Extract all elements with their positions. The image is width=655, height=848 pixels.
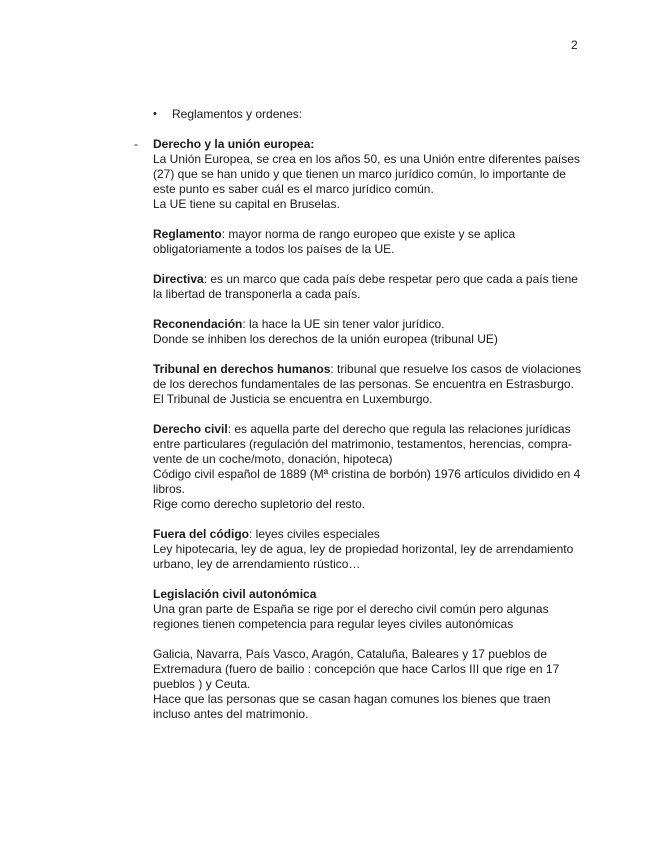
paragraph-line: urbano, ley de arrendamiento rústico…	[153, 557, 361, 571]
paragraph-line: Hace que las personas que se casan hagan comunes los bienes que traen	[153, 692, 551, 706]
dash-bullet-icon: -	[134, 137, 138, 151]
paragraph-line: Una gran parte de España se rige por el derecho civil común pero algunas	[153, 602, 549, 616]
definition-term: Directiva	[153, 272, 204, 286]
paragraph-line: (27) que se han unido y que tienen un marco jurídico común, lo importante de	[153, 167, 566, 181]
definition-tribunal	[153, 362, 583, 407]
definition-text: : es un marco que cada país debe respetar pero que cada a país tiene	[203, 272, 578, 286]
page-number: 2	[571, 38, 578, 52]
definition-term: Reconendación	[153, 317, 243, 331]
bullet-dot-icon: •	[153, 108, 157, 120]
section-union-europea	[153, 137, 583, 212]
paragraph-line: El Tribunal de Justicia se encuentra en Luxemburgo.	[153, 392, 433, 406]
paragraph-line: libros.	[153, 482, 186, 496]
section-title: Derecho y la unión europea:	[153, 137, 315, 151]
definition-directiva	[153, 272, 583, 302]
paragraph-line: pueblos ) y Ceuta.	[153, 677, 251, 691]
definition-term: Reglamento	[153, 227, 222, 241]
paragraph-line: regiones tienen competencia para regular leyes civiles autonómicas	[153, 617, 514, 631]
sub-bullet-text: Reglamentos y ordenes:	[172, 107, 303, 121]
definition-recomendacion	[153, 317, 583, 347]
paragraph-line: la libertad de transponerla a cada país.	[153, 287, 361, 301]
paragraph-line: de los derechos fundamentales de las personas. Se encuentra en Estrasburgo.	[153, 377, 574, 391]
definition-text: : tribunal que resuelve los casos de violaciones	[330, 362, 582, 376]
paragraph-line: Extremadura (fuero de bailio : concepción que hace Carlos III que rige en 17	[153, 662, 560, 676]
paragraph-line: entre particulares (regulación del matrimonio, testamentos, herencias, compra-	[153, 437, 572, 451]
section-title: Legislación civil autonómica	[153, 587, 317, 601]
definition-text: : la hace la UE sin tener valor jurídico.	[242, 317, 445, 331]
paragraph-line: vente de un coche/moto, donación, hipoteca)	[153, 452, 393, 466]
definition-text: : es aquella parte del derecho que regula las relaciones jurídicas	[227, 422, 571, 436]
definition-fuera-codigo	[153, 527, 583, 572]
definition-term: Fuera del código	[153, 527, 250, 541]
paragraph-line: La UE tiene su capital en Bruselas.	[153, 197, 340, 211]
paragraph-line: Rige como derecho supletorio del resto.	[153, 497, 366, 511]
definition-term: Tribunal en derechos humanos	[153, 362, 331, 376]
definition-text: : mayor norma de rango europeo que existe y se aplica	[221, 227, 516, 241]
paragraph-regiones	[153, 647, 583, 722]
definition-derecho-civil	[153, 422, 583, 512]
paragraph-line: Donde se inhiben los derechos de la unión europea (tribunal UE)	[153, 332, 498, 346]
definition-reglamento	[153, 227, 583, 257]
document-body	[153, 137, 583, 737]
paragraph-line: Galicia, Navarra, País Vasco, Aragón, Cataluña, Baleares y 17 pueblos de	[153, 647, 548, 661]
definition-term: Derecho civil	[153, 422, 228, 436]
paragraph-line: Ley hipotecaria, ley de agua, ley de propiedad horizontal, ley de arrendamiento	[153, 542, 574, 556]
definition-text: : leyes civiles especiales	[249, 527, 380, 541]
paragraph-line: La Unión Europea, se crea en los años 50, es una Unión entre diferentes países	[153, 152, 580, 166]
paragraph-line: obligatoriamente a todos los países de la UE.	[153, 242, 395, 256]
section-legislacion-autonomica	[153, 587, 583, 632]
paragraph-line: incluso antes del matrimonio.	[153, 707, 309, 721]
paragraph-line: Código civil español de 1889 (Mª cristina de borbón) 1976 artículos dividido en 4	[153, 467, 581, 481]
paragraph-line: este punto es saber cuál es el marco jurídico común.	[153, 182, 434, 196]
